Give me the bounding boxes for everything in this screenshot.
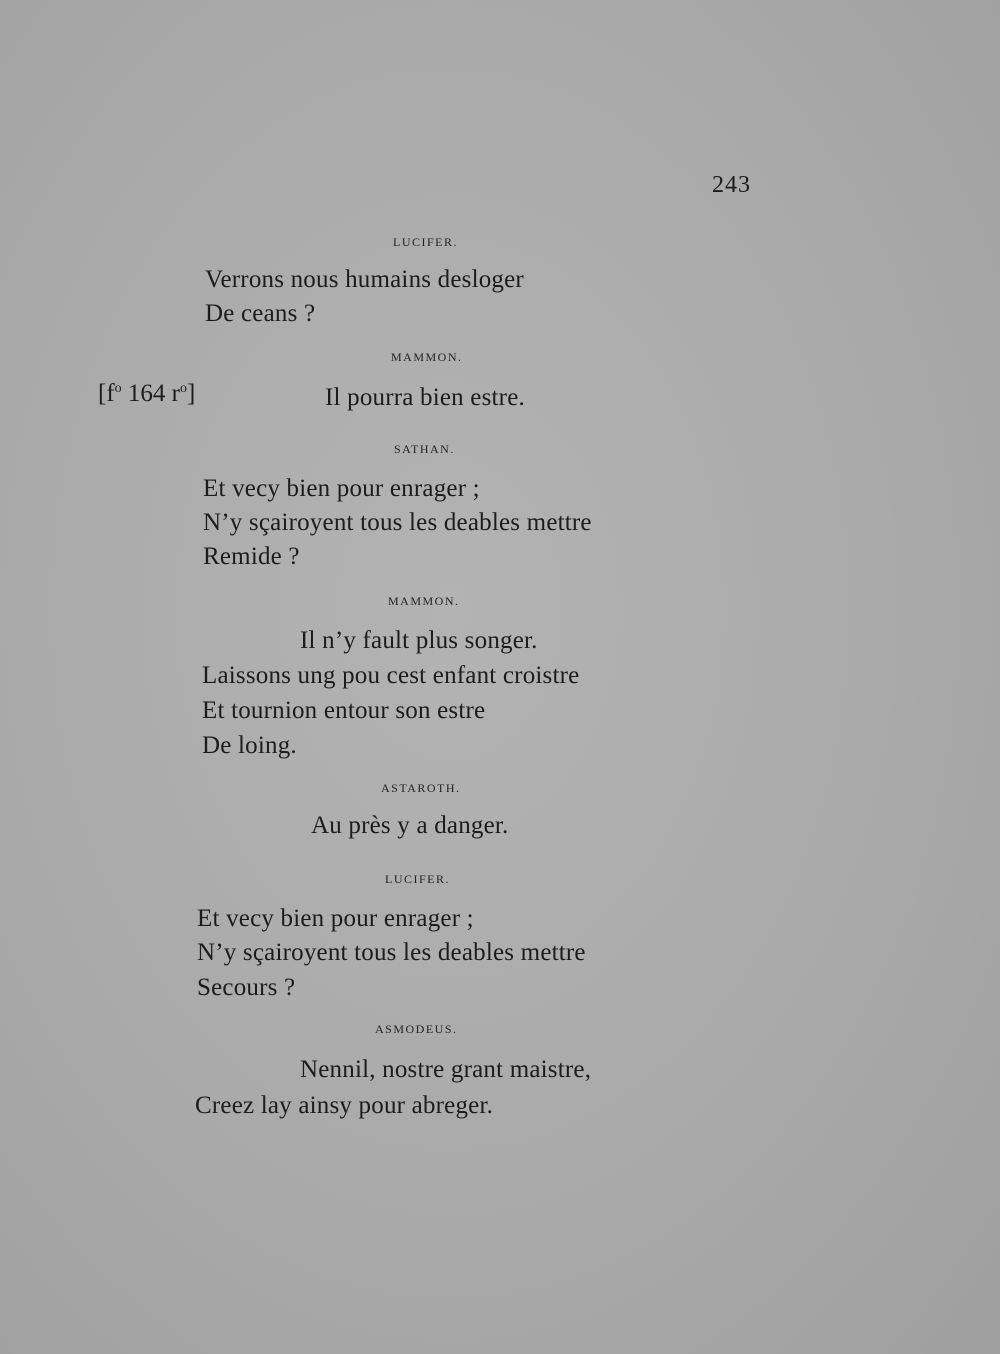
verse-line: Il n’y fault plus songer. [300,627,538,654]
verse-line: Creez lay ainsy pour abreger. [195,1092,494,1119]
speaker-name: LUCIFER. [393,235,459,249]
speaker-name: MAMMON. [391,350,463,364]
verse-line: Au près y a danger. [311,812,509,839]
verse-line: Et vecy bien pour enrager ; [203,475,480,502]
verse-line: De loing. [202,732,297,759]
speaker-name: ASTAROTH. [381,781,461,795]
verse-line: Et vecy bien pour enrager ; [197,905,474,932]
verse-line: Verrons nous humains desloger [205,266,524,293]
verse-line: Et tournion entour son estre [202,697,486,724]
verse-line: Remide ? [203,543,300,570]
verse-line: Laissons ung pou cest enfant croistre [202,662,580,689]
speaker-name: LUCIFER. [385,872,451,886]
verse-line: N’y sçairoyent tous les deables mettre [203,509,592,536]
speaker-name: MAMMON. [388,594,460,608]
page-number: 243 [712,172,751,198]
folio-reference: [$f^o$ 164 $r^o$] [98,380,196,407]
speaker-name: ASMODEUS. [375,1022,458,1036]
verse-line: Il pourra bien estre. [325,384,525,411]
verse-line: Nennil, nostre grant maistre, [300,1056,592,1083]
speaker-name: SATHAN. [394,442,455,456]
verse-line: N’y sçairoyent tous les deables mettre [197,939,586,966]
verse-line: Secours ? [197,974,296,1001]
verse-line: De ceans ? [205,300,316,327]
